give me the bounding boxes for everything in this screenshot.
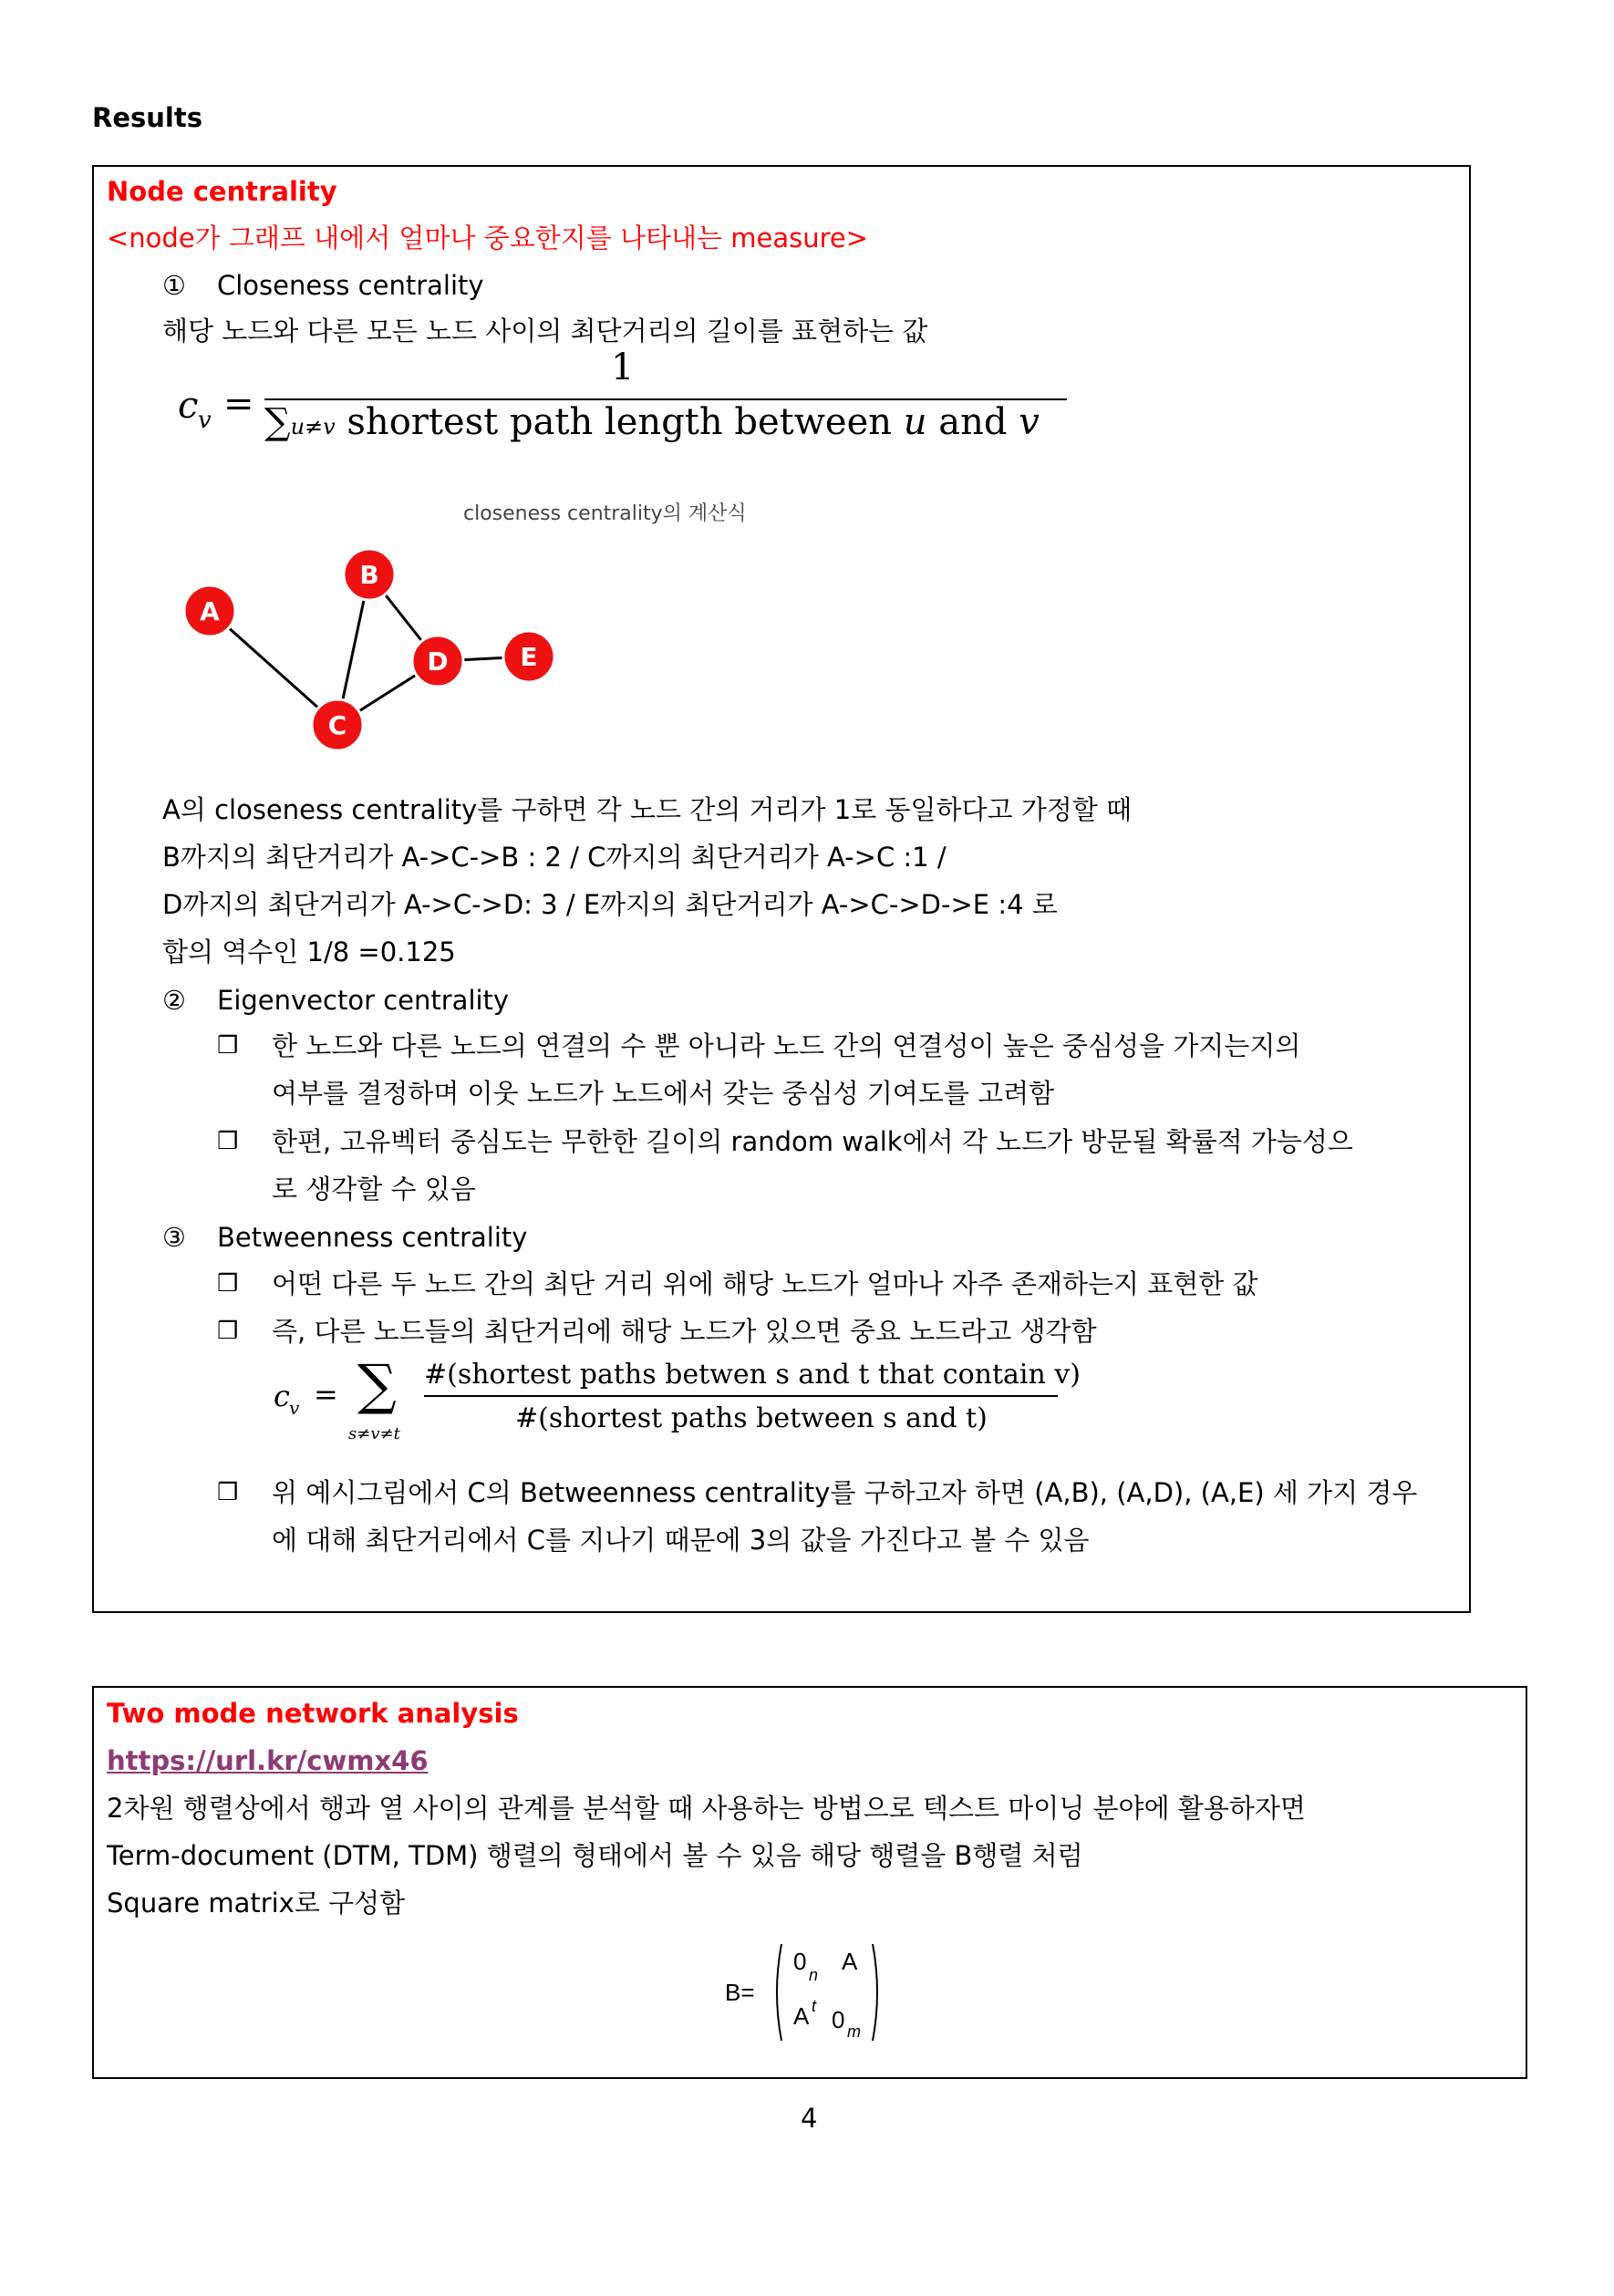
example-line-4: 합의 역수인 1/8 =0.125 [162, 936, 456, 967]
bullet-icon: ❒ [217, 1318, 239, 1345]
example-line-3: D까지의 최단거리가 A->C->D: 3 / E까지의 최단거리가 A->C->D->E :4 로 [162, 889, 1058, 920]
formula-lhs-sub: v [289, 1397, 300, 1419]
reference-link[interactable]: https://url.kr/cwmx46 [107, 1745, 429, 1776]
var-u: u [903, 401, 927, 443]
left-paren [772, 1942, 783, 2043]
item2-name: Eigenvector centrality [217, 985, 510, 1016]
node-label: C [327, 710, 347, 740]
matrix-m11-sub: n [809, 1966, 819, 1984]
block-matrix [725, 1942, 907, 2052]
denominator-text: shortest path length between [335, 401, 904, 443]
sum-symbol: ∑ [357, 1353, 397, 1417]
bullet-icon: ❒ [217, 1270, 239, 1298]
item2-bullet1-line2: 여부를 결정하며 이웃 노드가 노드에서 갖는 중심성 기여도를 고려함 [272, 1078, 1055, 1109]
matrix-m12: A [842, 1948, 858, 1975]
formula-lhs: c [178, 385, 199, 427]
two-mode-line-2: Term-document (DTM, TDM) 행렬의 형태에서 볼 수 있음 해당 행렬을 B행렬 처럼 [107, 1840, 1083, 1871]
node-C [312, 699, 363, 750]
item2-bullet2-line2: 로 생각할 수 있음 [272, 1174, 476, 1205]
node-B [344, 549, 395, 600]
node-label: D [427, 646, 449, 677]
formula-denominator [264, 401, 1040, 443]
bullet-icon: ❒ [217, 1128, 239, 1155]
node-label: B [359, 560, 379, 590]
sum-symbol: ∑ [264, 401, 291, 443]
page-heading: Results [92, 102, 202, 133]
betweenness-formula [274, 1353, 1094, 1459]
item3-bullet3-line2: 에 대해 최단거리에서 C를 지나기 때문에 3의 값을 가진다고 볼 수 있음 [272, 1525, 1090, 1556]
right-paren [871, 1942, 882, 2043]
item2-bullet1-line1: 한 노드와 다른 노드의 연결의 수 뿐 아니라 노드 간의 연결성이 높은 중심성을 가지는지의 [272, 1030, 1301, 1061]
two-mode-line-1: 2차원 행렬상에서 행과 열 사이의 관계를 분석할 때 사용하는 방법으로 텍스트 마이닝 분야에 활용하자면 [107, 1793, 1306, 1824]
network-graph [164, 529, 584, 766]
closeness-formula [178, 346, 1040, 456]
section-title-node-centrality: Node centrality [107, 176, 337, 207]
item3-bullet2: 즉, 다른 노드들의 최단거리에 해당 노드가 있으면 중요 노드라고 생각함 [272, 1316, 1097, 1347]
formula-numerator: #(shortest paths betwen s and t that contain v) [424, 1359, 1081, 1391]
sum-subscript: u≠v [290, 414, 336, 440]
item2-bullet2-line1: 한편, 고유벡터 중심도는 무한한 길이의 random walk에서 각 노드가 방문될 확률적 가능성으 [272, 1126, 1353, 1157]
sum-subscript: s≠v≠t [348, 1424, 400, 1443]
matrix-m11: 0 [793, 1948, 807, 1975]
formula-lhs: c [274, 1379, 290, 1413]
formula-equals: = [314, 1377, 338, 1412]
and-text: and [926, 401, 1019, 443]
item3-name: Betweenness centrality [217, 1222, 528, 1253]
section-subtitle: <node가 그래프 내에서 얼마나 중요한지를 나타내는 measure> [107, 222, 869, 253]
item1-name: Closeness centrality [217, 270, 484, 301]
item2-marker: ② [162, 985, 186, 1016]
formula-equals: = [223, 383, 254, 425]
matrix-m22-sub: m [847, 2022, 861, 2041]
node-label: E [520, 642, 538, 672]
item1-description: 해당 노드와 다른 모든 노드 사이의 최단거리의 길이를 표현하는 값 [162, 315, 928, 346]
var-v: v [1019, 401, 1040, 443]
formula-numerator: 1 [611, 346, 635, 388]
matrix-m22: 0 [832, 2006, 845, 2033]
section-title-two-mode: Two mode network analysis [107, 1698, 519, 1729]
bullet-icon: ❒ [217, 1032, 239, 1060]
item1-marker: ① [162, 270, 186, 301]
node-E [503, 631, 554, 682]
example-line-2: B까지의 최단거리가 A->C->B : 2 / C까지의 최단거리가 A->C :1 / [162, 842, 947, 873]
bullet-icon: ❒ [217, 1479, 239, 1506]
formula-lhs-sub: v [198, 407, 212, 434]
node-A [184, 585, 235, 636]
item3-marker: ③ [162, 1222, 186, 1253]
fraction-bar [264, 398, 1067, 400]
example-line-1: A의 closeness centrality를 구하면 각 노드 간의 거리가 1로 동일하다고 가정할 때 [162, 794, 1133, 825]
item3-bullet3-line1: 위 예시그림에서 C의 Betweenness centrality를 구하고자 하면 (A,B), (A,D), (A,E) 세 가지 경우 [272, 1477, 1418, 1508]
node-label: A [200, 596, 220, 626]
node-D [412, 636, 463, 687]
fraction-bar [424, 1395, 1058, 1397]
item3-bullet1: 어떤 다른 두 노드 간의 최단 거리 위에 해당 노드가 얼마나 자주 존재하는지 표현한 값 [272, 1268, 1258, 1299]
two-mode-line-3: Square matrix로 구성함 [107, 1887, 406, 1919]
matrix-m21-sup: t [812, 1997, 817, 2015]
matrix-lhs: B= [725, 1979, 755, 2006]
page-number: 4 [801, 2103, 818, 2134]
matrix-m21: A [793, 2002, 810, 2030]
formula-caption: closeness centrality의 계산식 [463, 502, 747, 525]
formula-denominator: #(shortest paths between s and t) [515, 1402, 988, 1434]
